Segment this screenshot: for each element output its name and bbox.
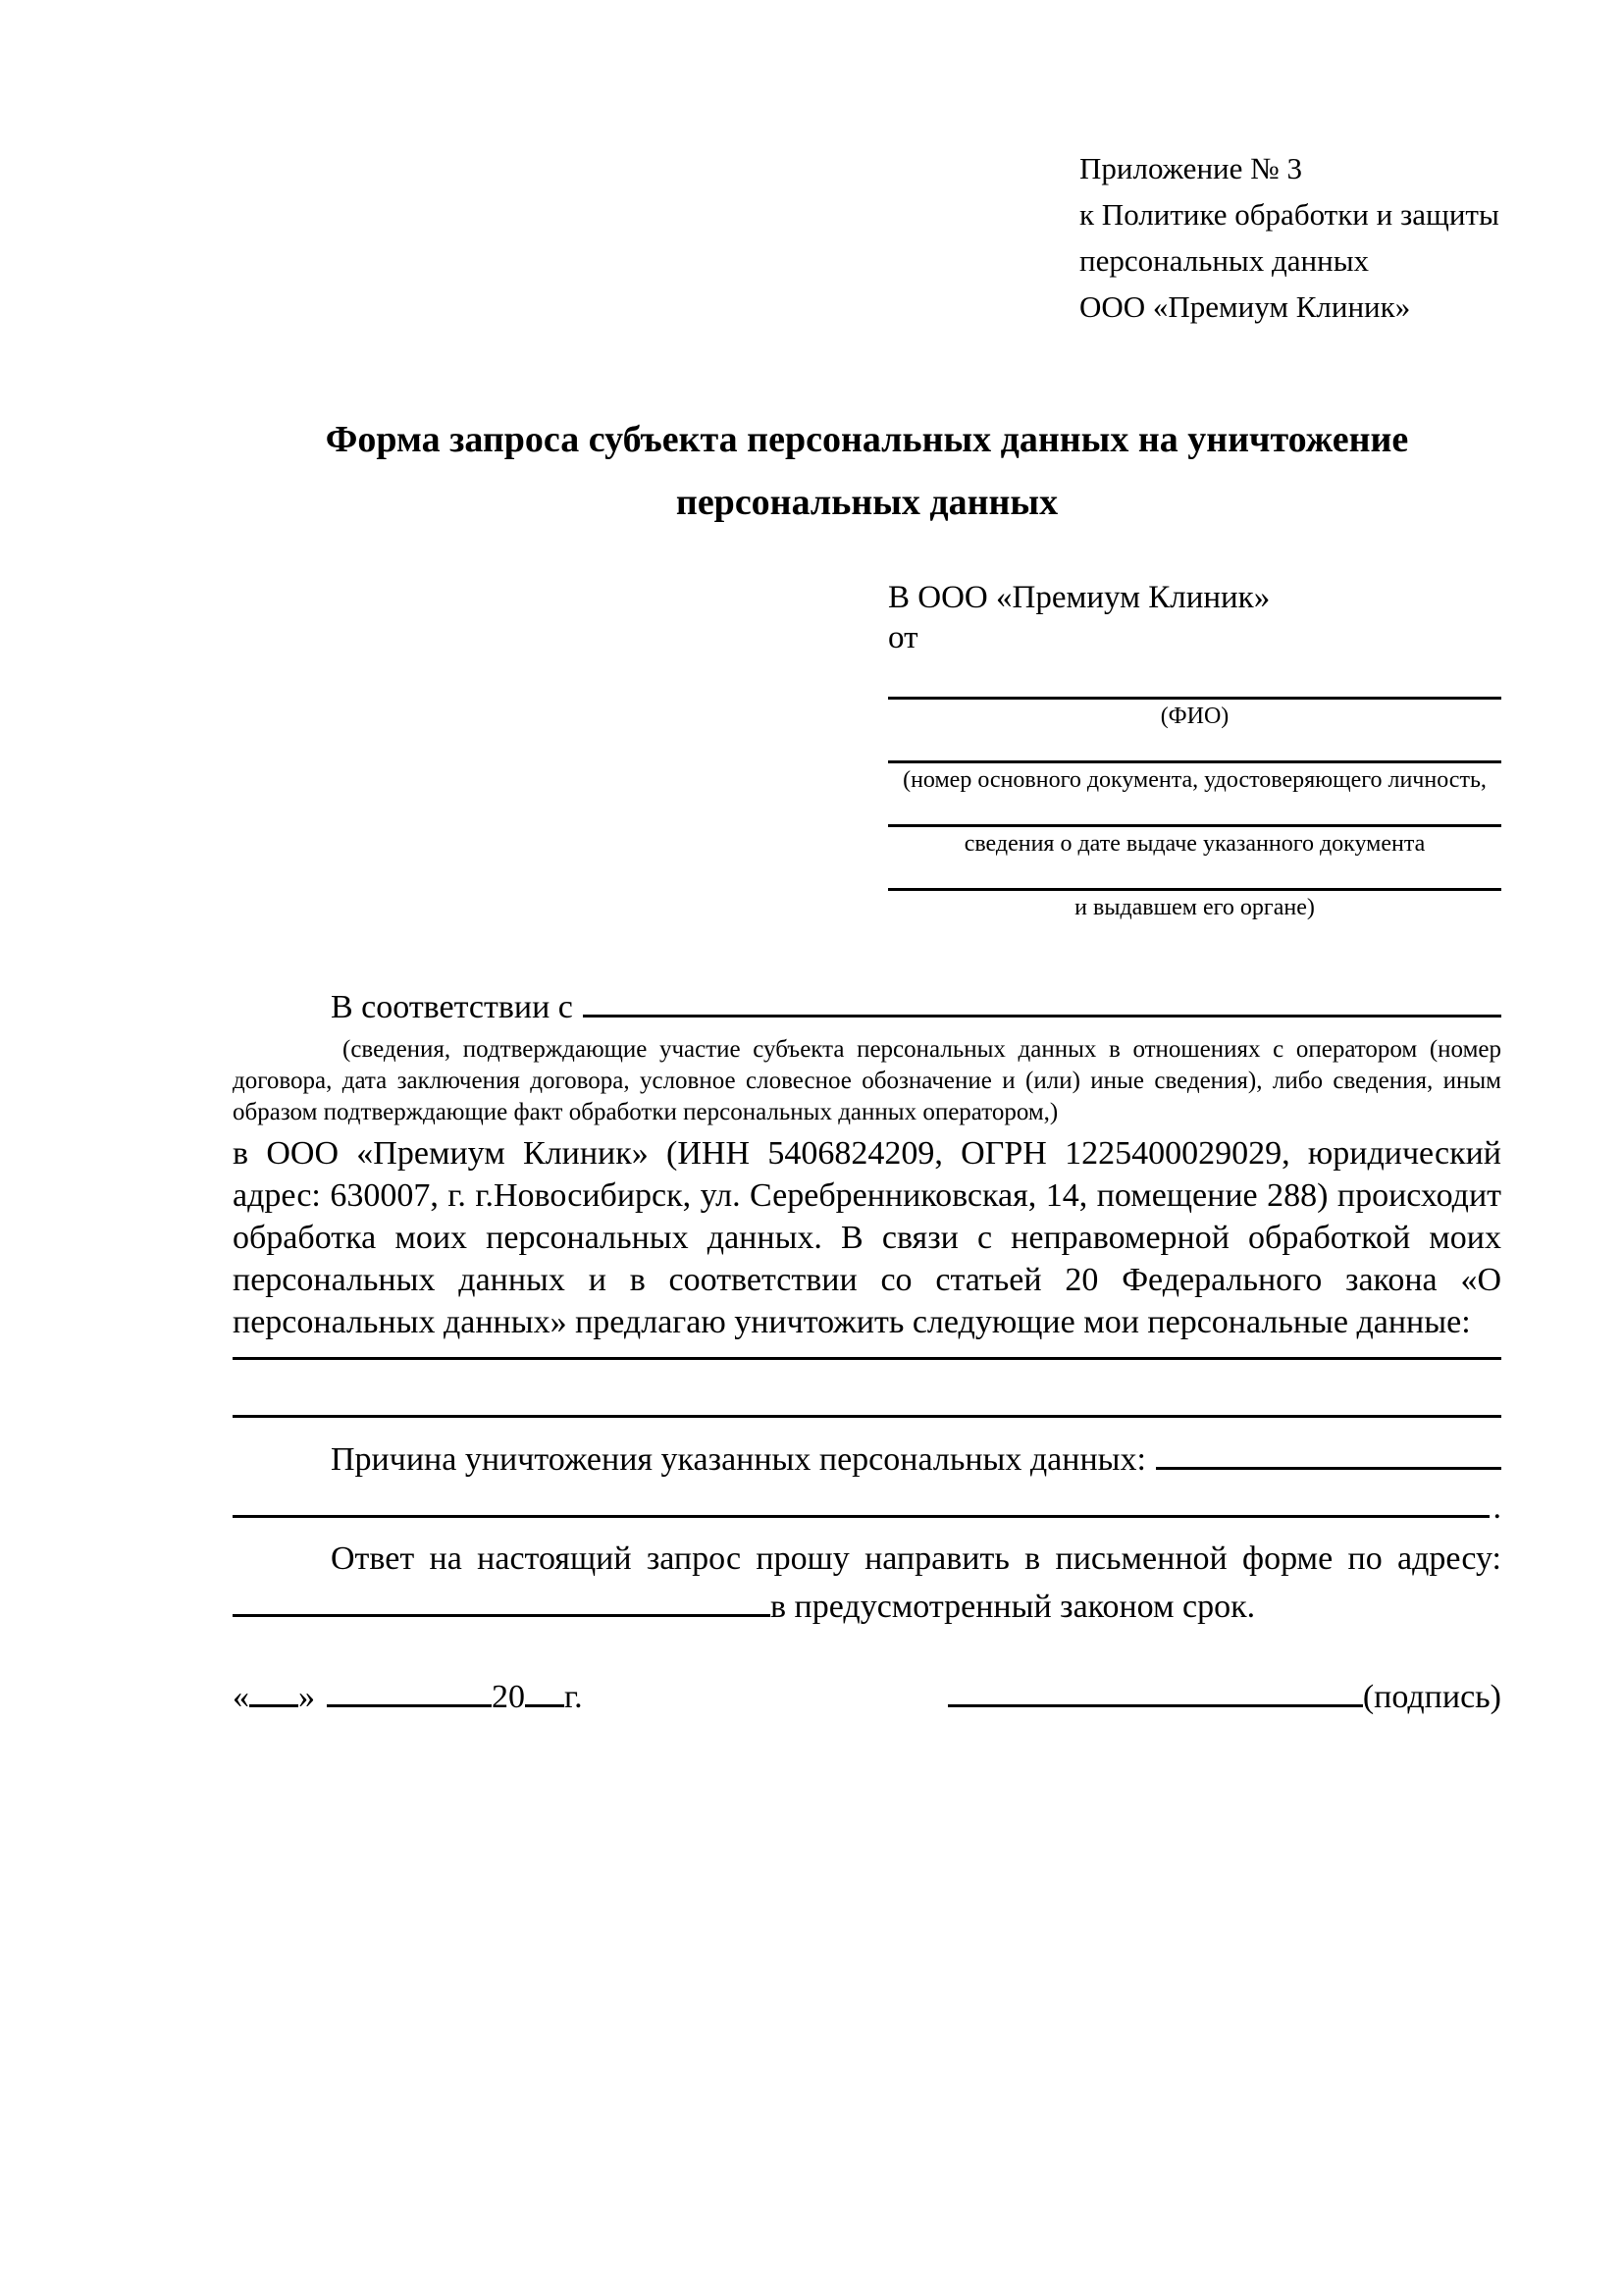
date-year-prefix: 20 bbox=[492, 1679, 525, 1715]
issue-date-field-caption: сведения о дате выдаче указанного документа bbox=[964, 831, 1426, 857]
date-field bbox=[233, 1671, 583, 1720]
document-title: Форма запроса субъекта персональных данных на уничтожение персональных данных bbox=[325, 419, 1409, 523]
signature-blank-line bbox=[948, 1671, 1363, 1707]
reason-blank-line bbox=[1156, 1434, 1501, 1470]
accordance-note: (сведения, подтверждающие участие субъекта персональных данных в отношениях с оператором (номер договора, дата заключения договора, условное словесное обозначение и (или) иные сведения), либо сведения, иным образом подтверждающие факт обработки персональных данных оператором,) bbox=[233, 1036, 1501, 1125]
appendix-header bbox=[1079, 145, 1501, 330]
signature-caption: (подпись) bbox=[1362, 1679, 1501, 1715]
id-document-field-caption: (номер основного документа, удостоверяющего личность, bbox=[903, 767, 1487, 793]
fio-field-line bbox=[888, 687, 1501, 700]
response-address-blank-line bbox=[233, 1581, 770, 1617]
response-suffix: в предусмотренный законом срок. bbox=[770, 1589, 1256, 1625]
personal-data-blank-line-2 bbox=[233, 1360, 1501, 1418]
date-month-blank bbox=[327, 1671, 492, 1707]
reason-row bbox=[233, 1434, 1501, 1482]
reason-period: . bbox=[1492, 1489, 1501, 1526]
issue-date-field bbox=[888, 824, 1501, 859]
id-document-field bbox=[888, 760, 1501, 795]
addressee-from-label: от bbox=[888, 620, 918, 655]
accordance-blank-line bbox=[583, 981, 1501, 1018]
issuer-field-caption: и выдавшем его органе) bbox=[1074, 895, 1315, 920]
issuer-field bbox=[888, 888, 1501, 922]
fio-field bbox=[888, 687, 1501, 731]
date-quote-open: « bbox=[233, 1679, 249, 1715]
accordance-label: В соответствии с bbox=[331, 989, 573, 1025]
appendix-line-3: персональных данных bbox=[1079, 243, 1370, 278]
response-address-row bbox=[233, 1581, 1501, 1630]
appendix-line-2: к Политике обработки и защиты bbox=[1079, 197, 1499, 232]
main-paragraph: в ООО «Премиум Клиник» (ИНН 5406824209, ОГРН 1225400029029, юридический адрес: 630007, г. г.Новосибирск, ул. Серебренниковская, 14, помещение 288) происходит обработка моих персональных данных. В связи с неправомерной обработкой моих персональных данных и в соответствии со статьей 20 Федерального закона «О персональных данных» предлагаю уничтожить следующие мои персональные данные: bbox=[233, 1135, 1501, 1340]
response-paragraph: Ответ на настоящий запрос прошу направить в письменной форме по адресу: bbox=[331, 1540, 1501, 1577]
signature-field bbox=[948, 1671, 1501, 1720]
personal-data-blank-line-1 bbox=[233, 1343, 1501, 1360]
accordance-row bbox=[233, 981, 1501, 1030]
reason-continuation-line bbox=[233, 1482, 1490, 1518]
addressee-block bbox=[888, 577, 1501, 922]
date-signature-row bbox=[233, 1671, 1501, 1720]
appendix-line-1: Приложение № 3 bbox=[1079, 151, 1302, 185]
appendix-line-4: ООО «Премиум Клиник» bbox=[1079, 289, 1411, 324]
addressee-org: В ООО «Премиум Клиник» bbox=[888, 580, 1271, 615]
fio-field-caption: (ФИО) bbox=[1160, 704, 1230, 729]
date-year-suffix: г. bbox=[564, 1679, 583, 1715]
reason-continuation-row bbox=[233, 1482, 1501, 1530]
reason-label: Причина уничтожения указанных персональных данных: bbox=[331, 1441, 1146, 1478]
date-quote-close: » bbox=[298, 1679, 315, 1715]
date-year-blank bbox=[525, 1671, 564, 1707]
date-day-blank bbox=[249, 1671, 298, 1707]
